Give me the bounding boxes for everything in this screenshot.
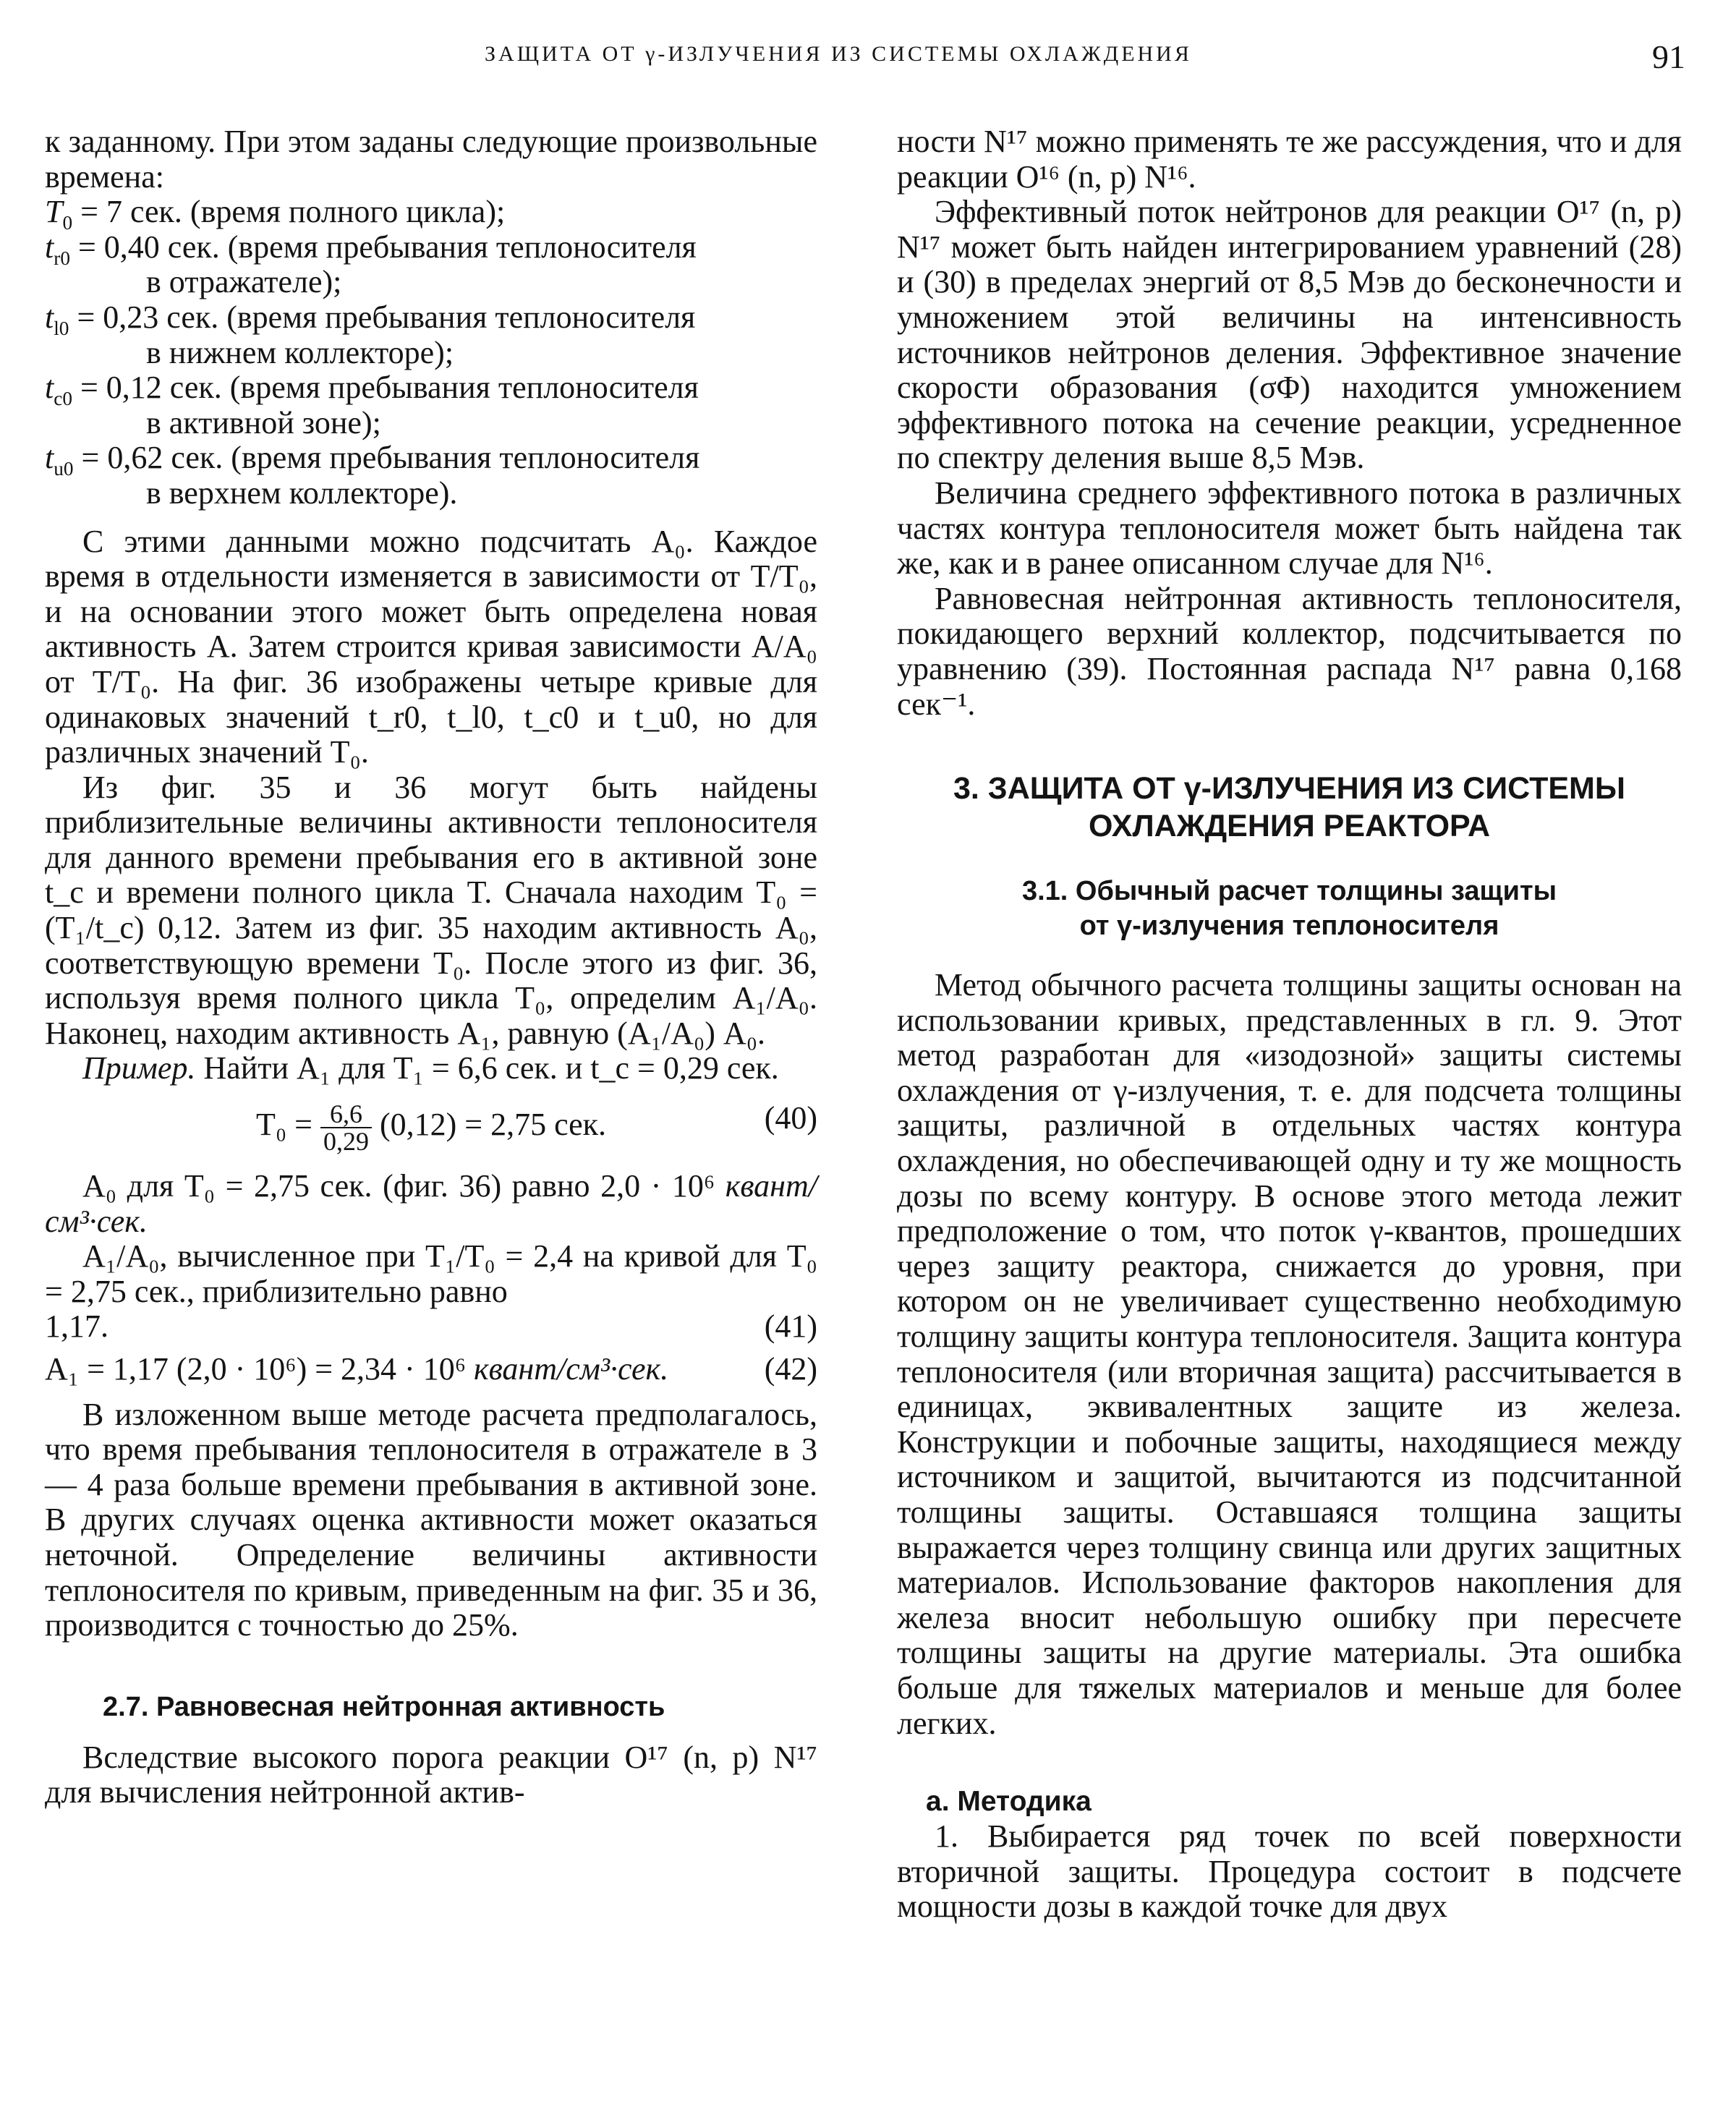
time-item: $t_{l0} = 0,23$ сек. (время пребывания теплоносителя в нижнем коллекторе); [45, 299, 696, 370]
paragraph: Из фиг. 35 и 36 могут быть найдены приблизительные величины активности теплоносителя для данного времени пребывания его в активной зоне t_c и времени полного цикла T. Сначала находим T₀ = (T₁/t_c) 0,12. Затем из фиг. 35 находим активность A₀, соответствующую времени T₀. После этого из фиг. 36, используя время полного цикла T₀, определим A₁/A₀. Наконец, находим активность A₁, равную (A₁/A₀) A₀. [45, 769, 817, 1051]
paragraph: Метод обычного расчета толщины защиты основан на использовании кривых, представленных в гл. 9. Этот метод разработан для «изодозной» защиты системы охлаждения от γ-излучения, т. е. для подсчета толщины защиты, различной в отдельных частях контура охлаждения, но обеспечивающей одну и ту же мощность дозы по всему контуру. В основе этого метода лежит предположение о том, что поток γ-квантов, прошедших через защиту реактора, снижается до уровня, при котором он не увеличивает существенно необходимую толщину защиты контура теплоносителя. Защита контура теплоносителя (или вторичная защита) рассчитывается в единицах, эквивалентных защите из железа. Конструкции и побочные защиты, находящиеся между источником и защитой, вычитаются из подсчитанной толщины защиты. Оставшаяся толщина защиты выражается через толщину свинца или других защитных материалов. Использование факторов накопления для железа вносит небольшую ошибку при пересчете толщины защиты на другие материалы. Эта ошибка больше для тяжелых материалов и меньше для более легких. [897, 967, 1682, 1741]
section-heading-3: 3. ЗАЩИТА ОТ γ-ИЗЛУЧЕНИЯ ИЗ СИСТЕМЫ ОХЛАЖДЕНИЯ РЕАКТОРА [953, 771, 1625, 844]
time-item: $T_0 = 7$ сек. (время полного цикла); [45, 194, 506, 234]
paragraph: ности N¹⁷ можно применять те же рассуждения, что и для реакции O¹⁶ (n, p) N¹⁶. [897, 124, 1682, 195]
time-item: $t_{u0} = 0,62$ сек. (время пребывания теплоносителя в верхнем коллекторе). [45, 440, 700, 511]
fraction: $\frac{6,6}{0,29}$ [320, 1101, 372, 1154]
paragraph: Вследствие высокого порога реакции O¹⁷ (n, p) N¹⁷ для вычисления нейтронной актив- [45, 1739, 817, 1810]
section-heading-3-1: 3.1. Обычный расчет толщины защиты от γ-излучения теплоносителя [1021, 876, 1557, 942]
section-heading-2-7: 2.7. Равновесная нейтронная активность [103, 1691, 665, 1722]
paragraph: Величина среднего эффективного потока в различных частях контура теплоносителя может быть найдена так же, как и в ранее описанном случае для N¹⁶. [897, 474, 1682, 582]
intro-paragraph: к заданному. При этом заданы следующие произвольные времена: [45, 124, 817, 195]
paragraph: 1. Выбирается ряд точек по всей поверхности вторичной защиты. Процедура состоит в подсчете мощности дозы в каждой точке для двух [897, 1818, 1682, 1925]
time-item: $t_{c0} = 0,12$ сек. (время пребывания теплоносителя в активной зоне); [45, 370, 699, 440]
page-number: 91 [1652, 38, 1685, 75]
paragraph: С этими данными можно подсчитать A₀. Каждое время в отдельности изменяется в зависимости от T/T₀, и на основании этого может быть определена новая активность A. Затем строится кривая зависимости A/A₀ от T/T₀. На фиг. 36 изображены четыре кривые для одинаковых значений t_r0, t_l0, t_c0 и t_u0, но для различных значений T₀. [45, 523, 817, 770]
equation-42: A₁ = 1,17 (2,0 · 10⁶) = 2,34 · 10⁶ квант/см³·сек. (42) [45, 1351, 817, 1387]
left-column [45, 124, 817, 1810]
time-item: $t_{r0} = 0,40$ сек. (время пребывания теплоносителя в отражателе); [45, 229, 697, 300]
paragraph: Эффективный поток нейтронов для реакции O¹⁷ (n, p) N¹⁷ может быть найден интегрированием уравнений (28) и (30) в пределах энергий от 8,5 Мэв до бесконечности и умножением этой величины на интенсивность источников нейтронов деления. Эффективное значение скорости образования (σΦ) находится умножением эффективного потока на сечение реакции, усредненное по спектру деления выше 8,5 Мэв. [897, 194, 1682, 476]
equation-number: (40) [764, 1100, 817, 1136]
subsection-heading-a: а. Методика [926, 1786, 1092, 1818]
right-column [897, 124, 1682, 1925]
running-header [80, 38, 1685, 78]
running-title: ЗАЩИТА ОТ γ-ИЗЛУЧЕНИЯ ИЗ СИСТЕМЫ ОХЛАЖДЕНИЯ [485, 42, 1192, 66]
paragraph: A₀ для T₀ = 2,75 сек. (фиг. 36) равно 2,0 · 10⁶ квант/см³·сек. [45, 1168, 817, 1239]
equation-40: T₀ = $\frac{6,6}{0,29}$ (0,12) = 2,75 сек. (40) [255, 1099, 817, 1157]
example-paragraph: Пример. Найти A₁ для T₁ = 6,6 сек. и t_c = 0,29 сек. [82, 1050, 779, 1086]
paragraph: A₁/A₀, вычисленное при T₁/T₀ = 2,4 на кривой для T₀ = 2,75 сек., приблизительно равно [45, 1238, 817, 1309]
equation-number: (41) [764, 1308, 817, 1345]
times-list [45, 195, 817, 511]
equation-41: 1,17. (41) [45, 1308, 817, 1345]
paragraph: В изложенном выше методе расчета предполагалось, что время пребывания теплоносителя в отражателе в 3 — 4 раза больше времени пребывания в активной зоне. В других случаях оценка активности может оказаться неточной. Определение величины активности теплоносителя по кривым, приведенным на фиг. 35 и 36, производится с точностью до 25%. [45, 1396, 817, 1643]
equation-number: (42) [764, 1351, 817, 1387]
paragraph: Равновесная нейтронная активность теплоносителя, покидающего верхний коллектор, подсчитывается по уравнению (39). Постоянная распада N¹⁷ равна 0,168 сек⁻¹. [897, 580, 1682, 722]
